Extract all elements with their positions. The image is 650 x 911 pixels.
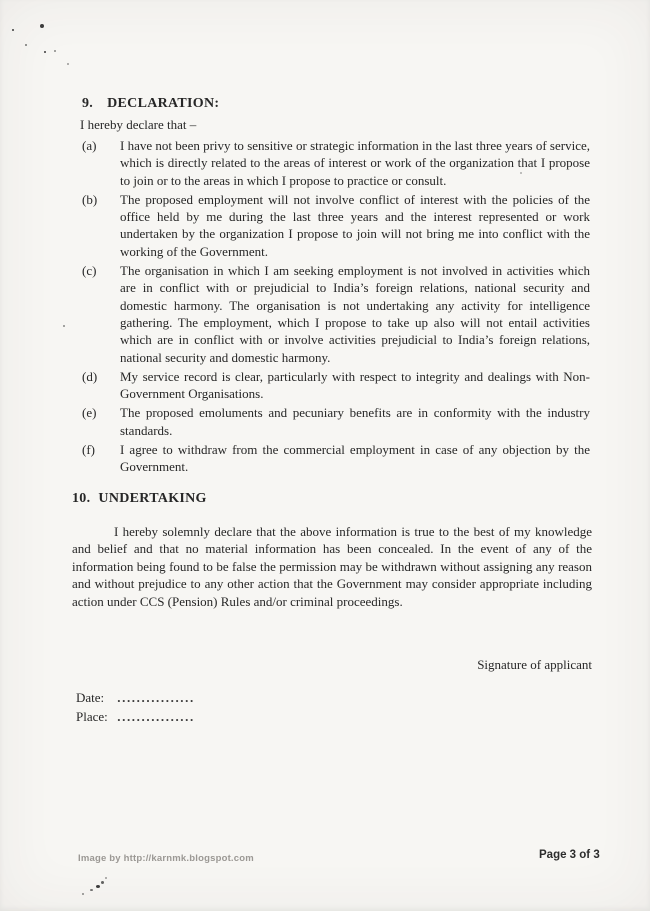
document-content bbox=[72, 96, 592, 726]
item-marker: (f) bbox=[82, 442, 95, 458]
declaration-number: 9. bbox=[82, 96, 94, 111]
item-text: My service record is clear, particularly with respect to integrity and dealings with Non-Government Organisations. bbox=[120, 368, 590, 402]
section-undertaking bbox=[72, 491, 590, 611]
declaration-item-f bbox=[82, 441, 590, 476]
declaration-heading bbox=[82, 96, 590, 112]
item-text: I have not been privy to sensitive or strategic information in the last three years of service, which is directly related to the areas of interest or work of the organization that I propose to join or to the areas in which I propose to practice or consult. bbox=[120, 138, 590, 188]
declaration-item-b bbox=[82, 191, 590, 260]
declaration-item-c bbox=[82, 262, 590, 366]
item-marker: (c) bbox=[82, 263, 97, 279]
declaration-item-d bbox=[82, 368, 590, 403]
declaration-item-e bbox=[82, 404, 590, 439]
page-number: Page 3 of 3 bbox=[539, 849, 600, 861]
item-text: The organisation in which I am seeking employment is not involved in activities which are in conflict with or prejudicial to India’s foreign relations, national security and domestic harmony. The organisation is not undertaking any activity for intelligence gathering. The employment, which I propose to take up also will not entail activities which are in conflict with or involve activities prejudicial to India’s foreign relations, national security and domestic harmony. bbox=[120, 263, 590, 365]
place-label: Place: bbox=[76, 708, 108, 724]
undertaking-number: 10. bbox=[72, 490, 91, 506]
date-fill-dots: ................ bbox=[117, 689, 195, 705]
section-declaration bbox=[82, 96, 590, 476]
undertaking-heading bbox=[72, 491, 590, 507]
item-text: The proposed employment will not involve conflict of interest with the policies of the office held by me during the last three years and the interest represented or work undertaken by the organization I propose to join will not bring me into conflict with the working of the Government. bbox=[120, 191, 590, 259]
declaration-intro: I hereby declare that – bbox=[80, 117, 197, 132]
declaration-title: DECLARATION: bbox=[107, 96, 220, 111]
place-line bbox=[76, 707, 590, 726]
item-marker: (e) bbox=[82, 405, 97, 421]
item-marker: (d) bbox=[82, 368, 98, 384]
date-line bbox=[76, 688, 590, 707]
declaration-item-a bbox=[82, 137, 590, 189]
image-credit: Image by http://karnmk.blogspot.com bbox=[78, 853, 254, 864]
item-marker: (a) bbox=[82, 138, 97, 153]
item-marker: (b) bbox=[82, 191, 98, 207]
item-text: The proposed emoluments and pecuniary benefits are in conformity with the industry standards. bbox=[120, 405, 590, 438]
undertaking-paragraph: I hereby solemnly declare that the above information is true to the best of my knowledge and belief and that no material information has been concealed. In the event of any of the information being found to be false the permission may be withdrawn without assigning any reason and without prejudice to any other action that the Government may consider appropriate including action under CCS (Pension) Rules and/or criminal proceedings. bbox=[72, 523, 592, 610]
place-fill-dots: ................ bbox=[117, 708, 195, 724]
date-label: Date: bbox=[76, 689, 105, 705]
signature-of-applicant-label: Signature of applicant bbox=[477, 656, 592, 672]
item-text: I agree to withdraw from the commercial employment in case of any objection by the Government. bbox=[120, 442, 590, 475]
undertaking-title: UNDERTAKING bbox=[98, 490, 207, 506]
